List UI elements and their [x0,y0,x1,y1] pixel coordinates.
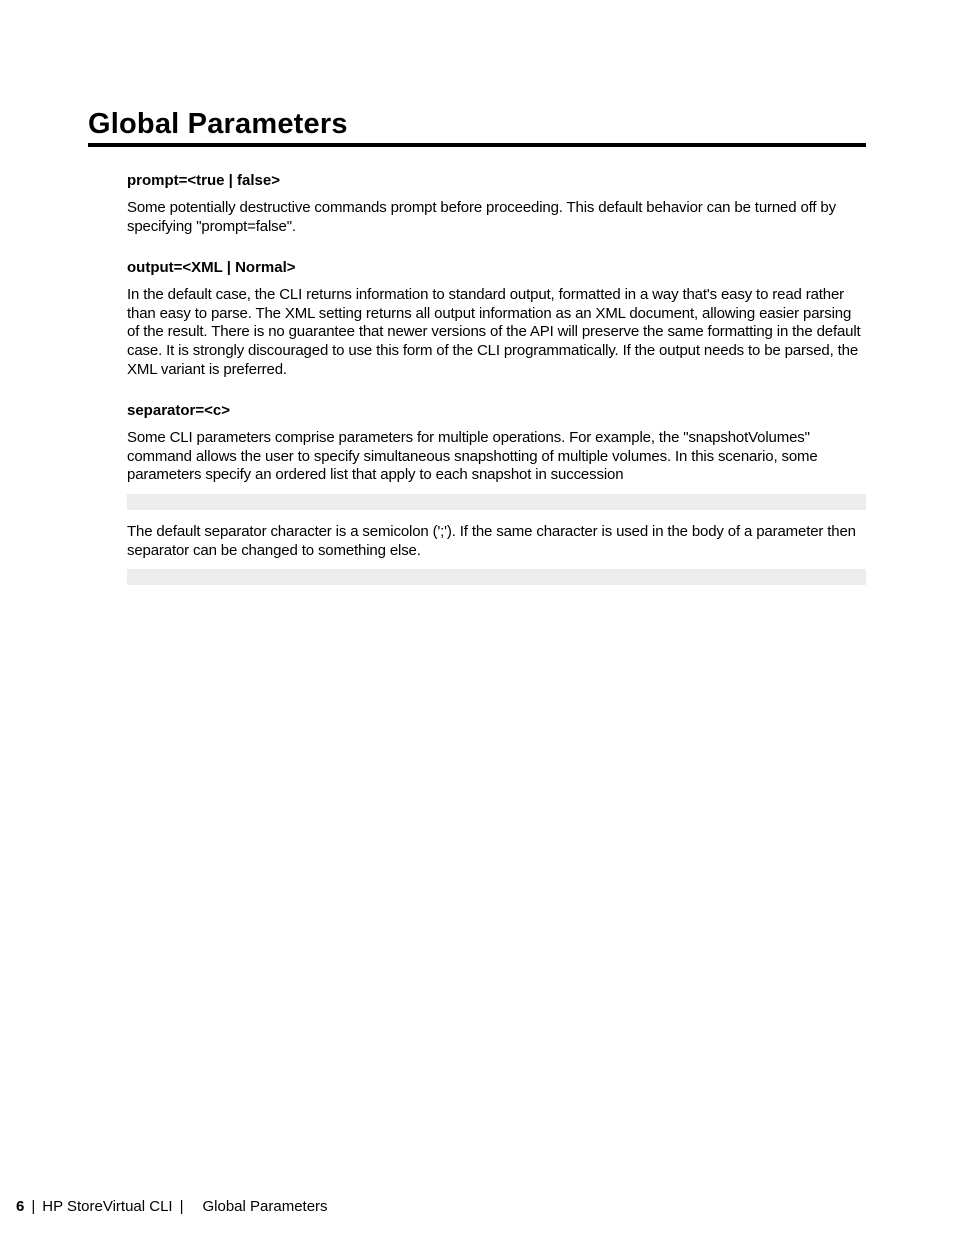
code-example-block [127,494,866,510]
page-footer [16,1197,328,1217]
param-separator [127,401,866,585]
parameters-list [127,171,866,585]
param-heading-prompt: prompt=<true | false> [127,172,280,189]
param-description-separator: Some CLI parameters comprise parameters for multiple operations. For example, the "snapshotVolumes" command allows the user to specify simultaneous snapshotting of multiple volumes. In this scenario, some parameters specify an ordered list that apply to each snapshot in succession [127,429,818,484]
page-title: Global Parameters [88,106,866,147]
param-description-prompt: Some potentially destructive commands prompt before proceeding. This default behavior can be turned off by specifying "prompt=false". [127,199,836,235]
param-prompt [127,171,866,236]
footer-separator: | [179,1198,184,1215]
code-example-block [127,569,866,585]
param-output [127,258,866,379]
page-number: 6 [16,1198,25,1215]
param-description-output: In the default case, the CLI returns information to standard output, formatted in a way that's easy to read rather than easy to parse. The XML setting returns all output information as an XML document, allowing easier parsing of the result. There is no guarantee that newer versions of the API will preserve the same formatting in the default case. It is strongly discouraged to use this form of the CLI programmatically. If the output needs to be parsed, the XML variant is preferred. [127,286,861,378]
footer-section: Global Parameters [202,1198,328,1215]
footer-product: HP StoreVirtual CLI [42,1198,173,1215]
param-description-separator-default: The default separator character is a semicolon (';'). If the same character is used in the body of a parameter then separator can be changed to something else. [127,522,856,559]
param-heading-separator: separator=<c> [127,402,230,420]
footer-separator: | [31,1198,36,1215]
param-heading-output: output=<XML | Normal> [127,259,296,277]
